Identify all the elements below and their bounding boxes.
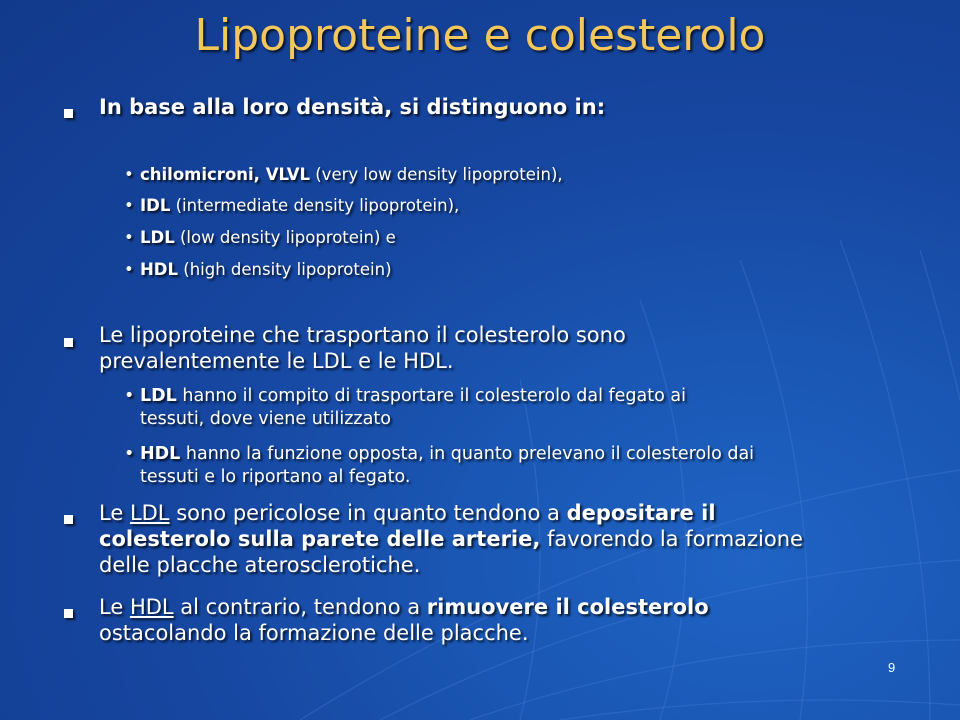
intro-text: In base alla loro densità, si distinguono in: xyxy=(99,95,606,119)
hdl-role-text: hanno la funzione opposta, in quanto prelevano il colesterolo dai xyxy=(180,444,755,464)
ldl-role-text: tessuti, dove viene utilizzato xyxy=(140,409,391,429)
text-span: Le xyxy=(99,595,130,619)
square-bullet-icon xyxy=(64,338,73,347)
class-desc: (very low density lipoprotein), xyxy=(310,165,563,184)
ldl-role-text: hanno il compito di trasportare il colesterolo dal fegato ai xyxy=(176,386,686,406)
ldl-danger-text xyxy=(99,500,803,578)
bold-text: depositare il xyxy=(566,501,716,525)
dot-bullet-icon: • xyxy=(124,196,134,215)
dot-bullet-icon: • xyxy=(124,228,134,247)
dot-bullet-icon: • xyxy=(124,260,134,279)
class-desc: (high density lipoprotein) xyxy=(178,260,392,279)
class-abbr: IDL xyxy=(140,196,171,215)
class-abbr: chilomicroni, VLVL xyxy=(140,165,310,184)
class-abbr: LDL xyxy=(140,228,175,247)
bold-text: rimuovere il colesterolo xyxy=(426,595,709,619)
hdl-role-text: tessuti e lo riportano al fegato. xyxy=(140,467,411,487)
text-span: ostacolando la formazione delle placche. xyxy=(99,621,529,645)
hdl-benefit-text xyxy=(99,594,709,646)
slide-title: Lipoproteine e colesterolo xyxy=(194,10,766,61)
transport-line: Le lipoproteine che trasportano il colesterolo sono xyxy=(99,323,626,347)
ldl-role-item xyxy=(140,385,686,431)
dot-bullet-icon: • xyxy=(124,386,135,406)
class-desc: (intermediate density lipoprotein), xyxy=(170,196,460,215)
class-item xyxy=(140,258,392,282)
square-bullet-icon xyxy=(64,609,73,618)
dot-bullet-icon: • xyxy=(124,165,134,184)
class-item xyxy=(140,163,563,187)
hdl-abbr: HDL xyxy=(140,444,181,464)
bold-text: colesterolo sulla parete delle arterie, xyxy=(99,527,541,551)
text-span: favorendo la formazione xyxy=(540,527,803,551)
page-number: 9 xyxy=(888,660,896,675)
dot-bullet-icon: • xyxy=(124,444,135,464)
transport-line: prevalentemente le LDL e le HDL. xyxy=(99,349,454,373)
text-span: sono pericolose in quanto tendono a xyxy=(169,501,567,525)
ldl-underlined: LDL xyxy=(129,501,170,525)
text-span: delle placche aterosclerotiche. xyxy=(99,553,421,577)
class-desc: (low density lipoprotein) e xyxy=(174,228,396,247)
hdl-underlined: HDL xyxy=(129,595,174,619)
class-item xyxy=(140,194,459,218)
ldl-abbr: LDL xyxy=(140,386,177,406)
text-span: Le xyxy=(99,501,130,525)
class-abbr: HDL xyxy=(140,260,179,279)
hdl-role-item xyxy=(140,443,754,489)
square-bullet-icon xyxy=(64,109,73,118)
square-bullet-icon xyxy=(64,515,73,524)
text-span: al contrario, tendono a xyxy=(173,595,427,619)
transport-text xyxy=(99,322,626,374)
class-item xyxy=(140,226,396,250)
